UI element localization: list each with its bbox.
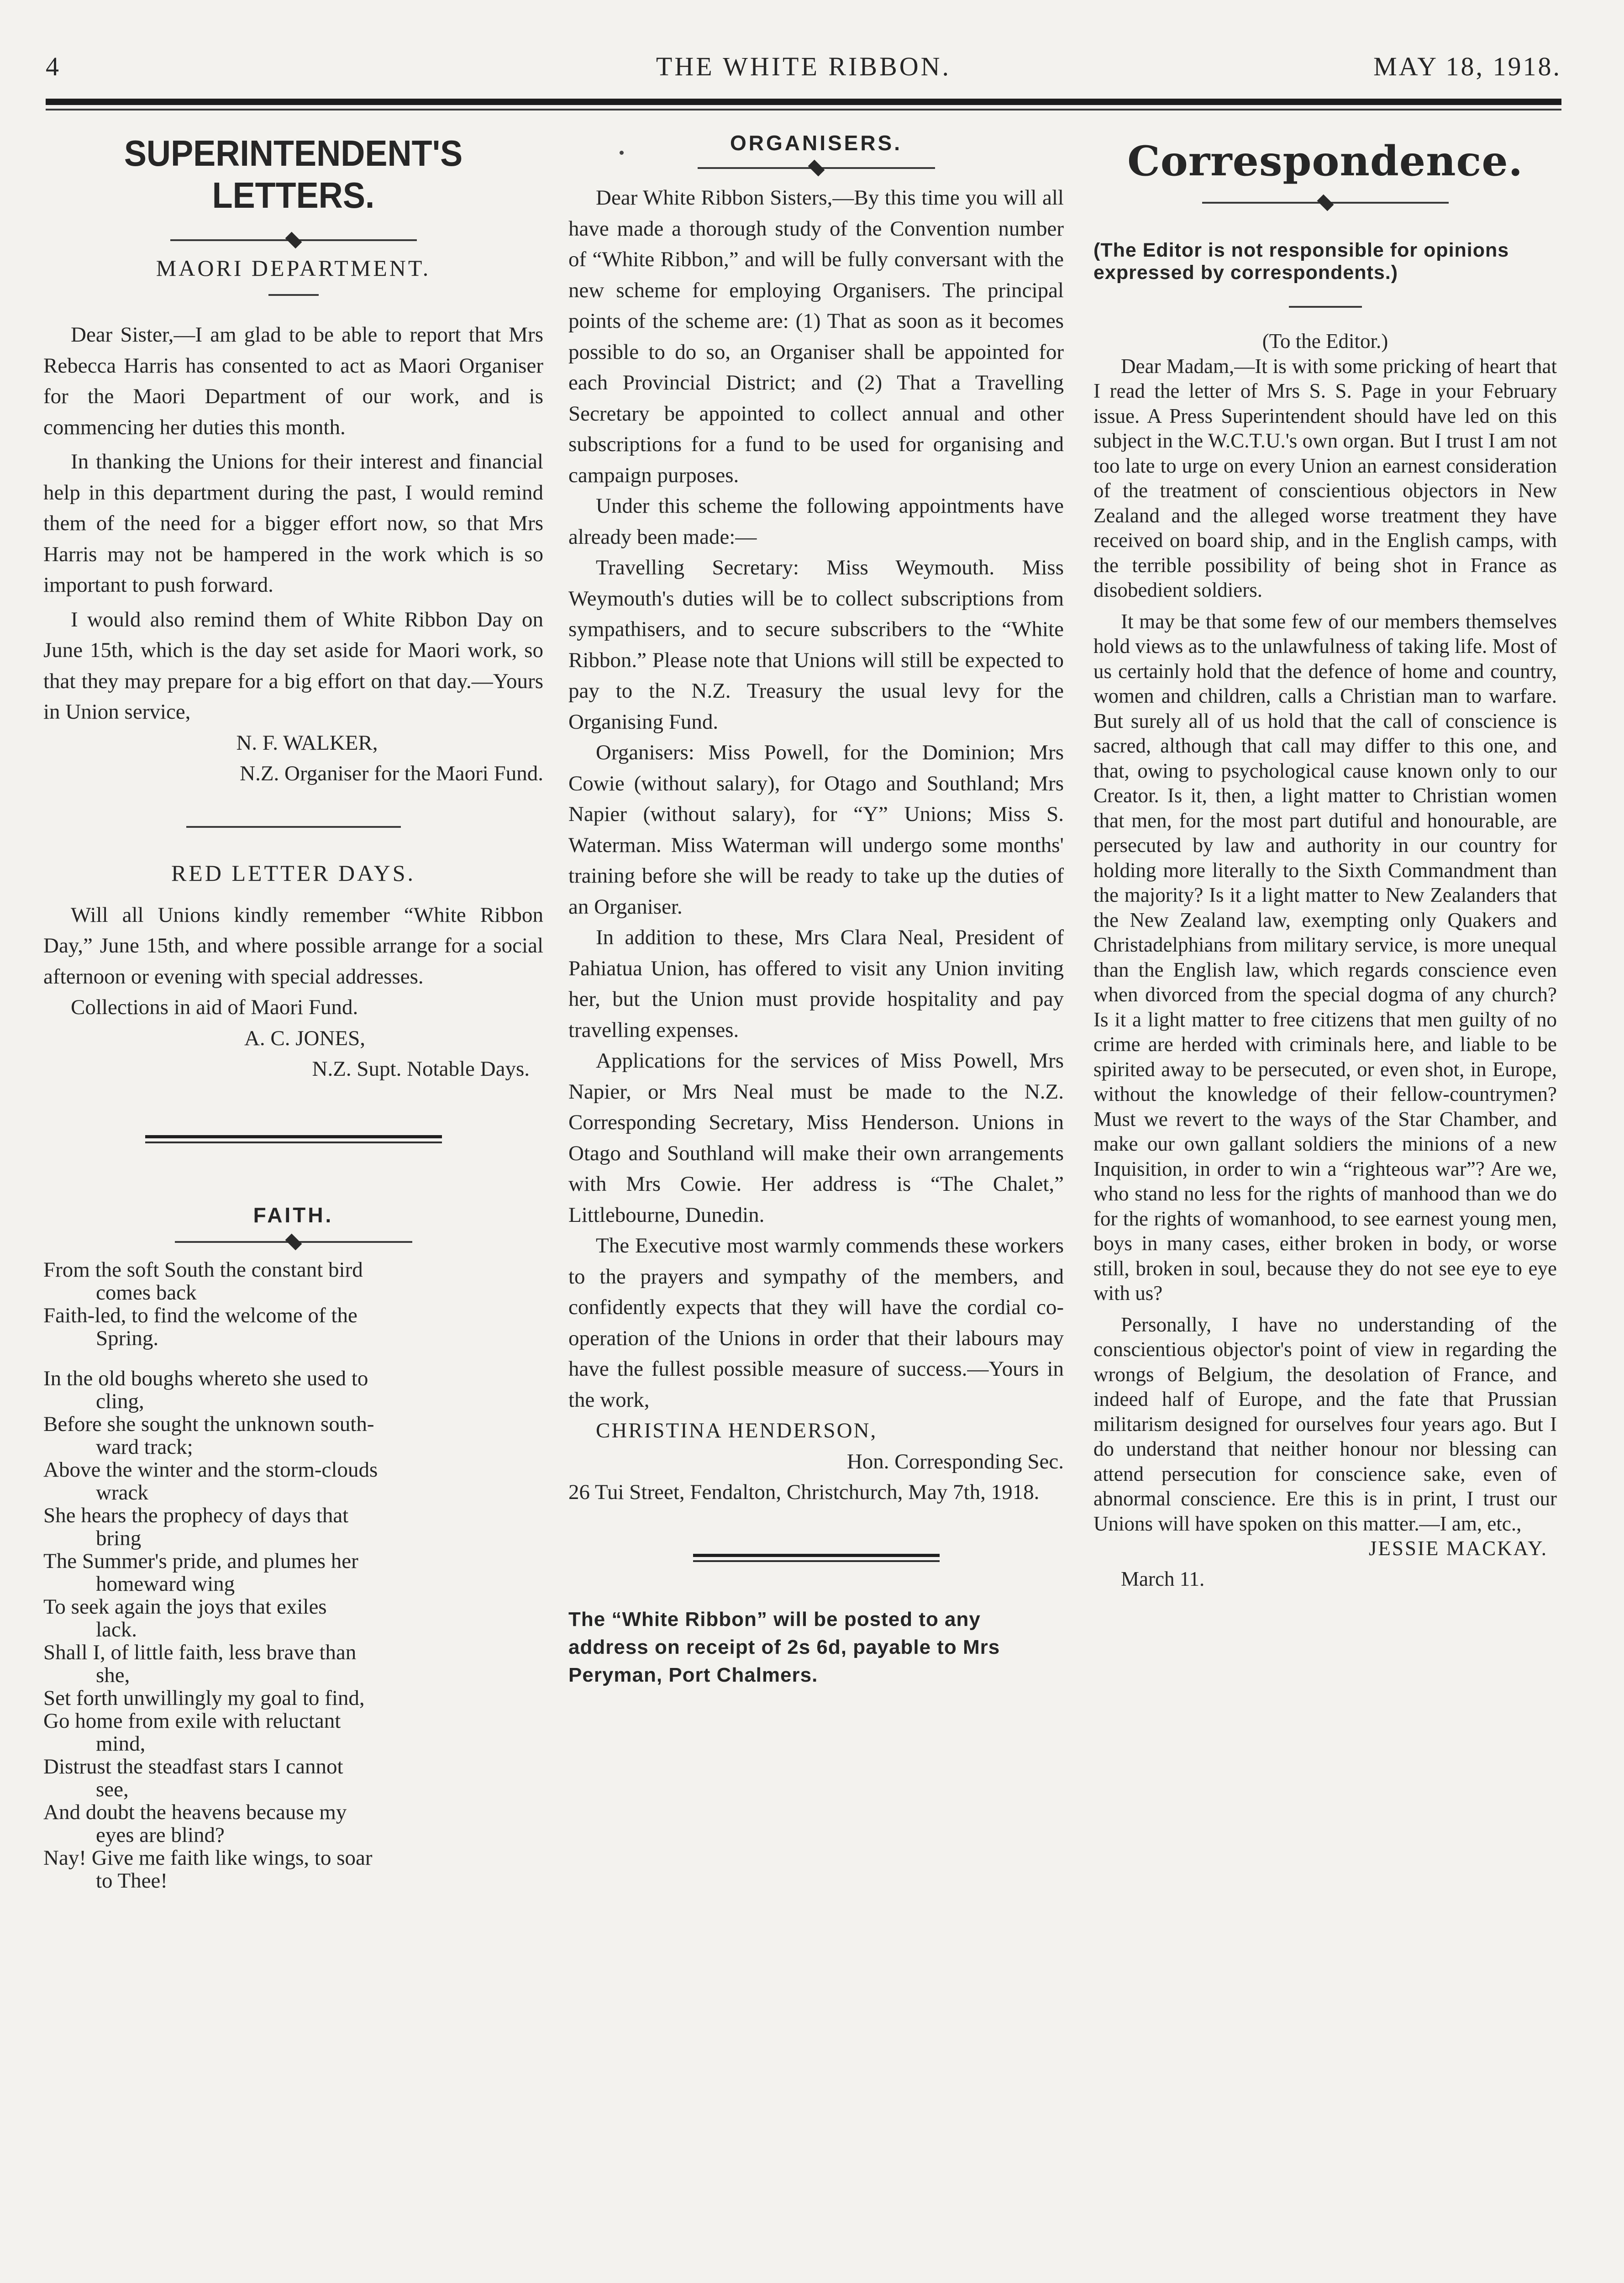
short-rule — [268, 294, 319, 296]
poem-line: And doubt the heavens because my — [43, 1800, 347, 1824]
organisers-paragraph: Under this scheme the following appointments have already been made:— — [568, 494, 1064, 549]
organisers-letter — [568, 183, 1064, 1508]
superintendents-heading: SUPERINTENDENT'S LETTERS. — [124, 133, 463, 216]
organisers-paragraph: In addition to these, Mrs Clara Neal, President of Pahiatua Union, has offered to visit any Union inviting her, but the Union must provide hospitality and pay travelling expenses. — [568, 926, 1064, 1042]
heading-ornament — [170, 236, 417, 245]
red-letter-days-title: RED LETTER DAYS. — [171, 860, 416, 886]
signature-name: JESSIE MACKAY. — [1368, 1537, 1548, 1560]
poem-line-cont: bring — [96, 1526, 142, 1550]
red-letter-paragraph: Will all Unions kindly remember “White Ribbon Day,” June 15th, and where possible arrange for a social afternoon or evening with special addresses. — [43, 903, 543, 989]
signature-title: Hon. Corresponding Sec. — [846, 1449, 1064, 1473]
double-rule — [693, 1554, 940, 1562]
poem-line-cont: wrack — [96, 1480, 148, 1504]
organisers-paragraph: Applications for the services of Miss Powell, Mrs Napier, or Mrs Neal must be made to the N.Z. Corresponding Secretary, Miss Henderson. Unions in Otago and Southland will make their own arrangements with Mrs Cowie. Her address is “The Chalet,” Littlebourne, Dunedin. — [568, 1049, 1064, 1227]
organisers-paragraph: The Executive most warmly commends these workers to the prayers and sympathy of the members, and confidently expects that they will have the cordial co-operation of the Unions in order that their labours may have the fullest possible measure of success.—Yours in the work, — [568, 1234, 1064, 1412]
column-superintendents — [43, 128, 543, 1910]
poem-line: Distrust the steadfast stars I cannot — [43, 1754, 343, 1778]
letter-date: March 11. — [1121, 1567, 1205, 1590]
letter-paragraph: It may be that some few of our members themselves hold views as to the unlawfulness of taking life. Most of us certainly hold that the defence of home and country, women and children, calls a Christian man to warfare. But surely all of us hold that the call of conscience is sacred, although that call may differ to this one, and that, owing to psychological cause known only to our Creator. Is it, then, a light matter to Christian women that men, for the most part dutiful and honourable, are persecuted by law and authority in our country for holding more literally to the Sixth Commandment than the majority? Is it a light matter to New Zealanders that the New Zealand law, exempting only Quakers and Christadelphians from military service, is more unequal than the English law, which regards conscience even when divorced from the special dogma of any church? Is it a light matter to free citizens that men guilty of no crime are herded with criminals here, and liable to be spirited away to be persecuted, or even shot, in Europe, without the knowledge of their fellow-countrymen? Must we revert to the ways of the Star Chamber, and make our own gallant soldiers the minions of a new Inquisition, in order to win a “righteous war”? Are we, who stand no less for the rights of manhood than we do for the rights of womanhood, to see earnest young men, boys in many cases, either broken in body, or worse still, broken in soul, because they do not see eye to eye with us? — [1093, 610, 1557, 1305]
poem-line: Go home from exile with reluctant — [43, 1709, 341, 1733]
organisers-paragraph: Organisers: Miss Powell, for the Dominion; Mrs Cowie (without salary), for Otago and Southland; Mrs Napier (without salary), for “Y” Unions; Miss S. Waterman. Miss Waterman will undergo some months' training before she will be ready to take up the duties of an Organiser. — [568, 741, 1064, 919]
double-rule — [145, 1135, 442, 1143]
column-organisers — [568, 128, 1064, 1689]
maori-paragraph: Dear Sister,—I am glad to be able to report that Mrs Rebecca Harris has consented to act as Maori Organiser for the Maori Department of our work, and is commencing her duties this month. — [43, 323, 543, 439]
poem-line-cont: eyes are blind? — [96, 1823, 225, 1847]
heading-ornament — [1202, 198, 1449, 207]
poem-line: Shall I, of little faith, less brave than — [43, 1640, 357, 1664]
poem-line: Before she sought the unknown south- — [43, 1412, 374, 1436]
signature-name: N. F. WALKER, — [236, 731, 378, 755]
column-correspondence — [1093, 128, 1557, 1591]
poem-line-cont: lack. — [96, 1617, 137, 1641]
poem-line-cont: homeward wing — [96, 1572, 235, 1596]
signature-title: N.Z. Organiser for the Maori Fund. — [240, 762, 543, 785]
signature-name: CHRISTINA HENDERSON, — [596, 1419, 878, 1442]
poem-line-cont: she, — [96, 1663, 130, 1687]
page-number: 4 — [46, 52, 60, 81]
faith-title: FAITH. — [253, 1203, 334, 1227]
poem-line: In the old boughs whereto she used to — [43, 1366, 368, 1390]
organisers-paragraph: Travelling Secretary: Miss Weymouth. Miss Weymouth's duties will be to collect subscriptions from sympathisers, and to secure subscribers to the “White Ribbon.” Please note that Unions will still be expected to pay to the N.Z. Treasury the usual levy for the Organising Fund. — [568, 556, 1064, 734]
red-letter-notice — [43, 900, 543, 1085]
signature-address: 26 Tui Street, Fendalton, Christchurch, May 7th, 1918. — [568, 1480, 1040, 1504]
poem-line: From the soft South the constant bird — [43, 1257, 363, 1282]
poem-line-cont: mind, — [96, 1731, 146, 1756]
poem-line-cont: cling, — [96, 1389, 144, 1413]
poem-line: The Summer's pride, and plumes her — [43, 1549, 358, 1573]
signature-name: A. C. JONES, — [244, 1026, 366, 1050]
poem-line: Set forth unwillingly my goal to find, — [43, 1686, 365, 1710]
poem-stanza — [43, 1367, 543, 1892]
section-rule — [186, 826, 401, 828]
short-rule — [1289, 306, 1362, 308]
letter-paragraph: Personally, I have no understanding of the conscientious objector's point of view in regarding the wrongs of Belgium, the desolation of France, and indeed half of Europe, and the fate that Prussian militarism designed for ourselves four years ago. But I do understand that neither honour nor blessing can attend persecution for conscience sake, even of abnormal conscience. Ere this is in print, I trust our Unions will have spoken on this matter.—I am, etc., — [1093, 1313, 1557, 1535]
subscription-notice: The “White Ribbon” will be posted to any address on receipt of 2s 6d, payable to Mrs Peryman, Port Chalmers. — [568, 1608, 1000, 1686]
collections-line: Collections in aid of Maori Fund. — [71, 995, 358, 1019]
faith-poem — [43, 1258, 543, 1892]
heading-ornament — [175, 1237, 412, 1247]
editor-disclaimer: (The Editor is not responsible for opinions expressed by correspondents.) — [1093, 239, 1509, 284]
heading-ornament — [698, 163, 935, 173]
organisers-heading: ORGANISERS. — [730, 131, 903, 155]
poem-line-cont: Spring. — [96, 1326, 159, 1350]
maori-paragraph: I would also remind them of White Ribbon Day on June 15th, which is the day set aside for Maori work, so that they may prepare for a big effort on that day.—Yours in Union service, — [43, 607, 543, 724]
masthead-rule-thin — [46, 109, 1561, 110]
organisers-paragraph: Dear White Ribbon Sisters,—By this time you will all have made a thorough study of the Convention number of “White Ribbon,” and will be fully conversant with the new scheme for employing Organisers. The principal points of the scheme are: (1) That as soon as it becomes possible to do so, an Organiser shall be appointed for each Provincial District; and (2) That a Travelling Secretary be appointed to collect annual and other subscriptions for a fund to be used for organising and campaign purposes. — [568, 186, 1064, 487]
poem-line: Nay! Give me faith like wings, to soar — [43, 1846, 373, 1870]
poem-line-cont: see, — [96, 1777, 129, 1801]
poem-line: To seek again the joys that exiles — [43, 1594, 327, 1619]
poem-line: Above the winter and the storm-clouds — [43, 1457, 378, 1482]
poem-stanza — [43, 1258, 543, 1350]
issue-date: MAY 18, 1918. — [1373, 52, 1561, 81]
poem-line: She hears the prophecy of days that — [43, 1503, 349, 1527]
poem-line-cont: to Thee! — [96, 1868, 168, 1893]
publication-title: THE WHITE RIBBON. — [656, 52, 951, 81]
correspondence-heading: Correspondence. — [1127, 137, 1523, 185]
poem-line-cont: comes back — [96, 1280, 197, 1305]
masthead — [46, 51, 1561, 88]
maori-department-title: MAORI DEPARTMENT. — [156, 255, 431, 281]
letter-paragraph: Dear Madam,—It is with some pricking of heart that I read the letter of Mrs S. S. Page in your February issue. A Press Superintendent should have led on this subject in the W.C.T.U.'s own organ. But I trust I am not too late to urge on every Union an earnest consideration of the treatment of conscientious objectors in New Zealand and the alleged worse treatment they have received on board ship, and in the English camps, with the terrible possibility of being shot in France as disobedient soldiers. — [1093, 354, 1557, 601]
poem-line: Faith-led, to find the welcome of the — [43, 1303, 357, 1327]
poem-line-cont: ward track; — [96, 1435, 193, 1459]
masthead-rule-thick — [46, 99, 1561, 105]
maori-letter — [43, 320, 543, 789]
signature-title: N.Z. Supt. Notable Days. — [312, 1057, 530, 1081]
to-the-editor: (To the Editor.) — [1262, 330, 1388, 352]
maori-paragraph: In thanking the Unions for their interest and financial help in this department during the past, I would remind them of the need for a bigger effort now, so that Mrs Harris may not be hampered in the work which is so important to push forward. — [43, 450, 543, 597]
correspondence-letter — [1093, 329, 1557, 1591]
